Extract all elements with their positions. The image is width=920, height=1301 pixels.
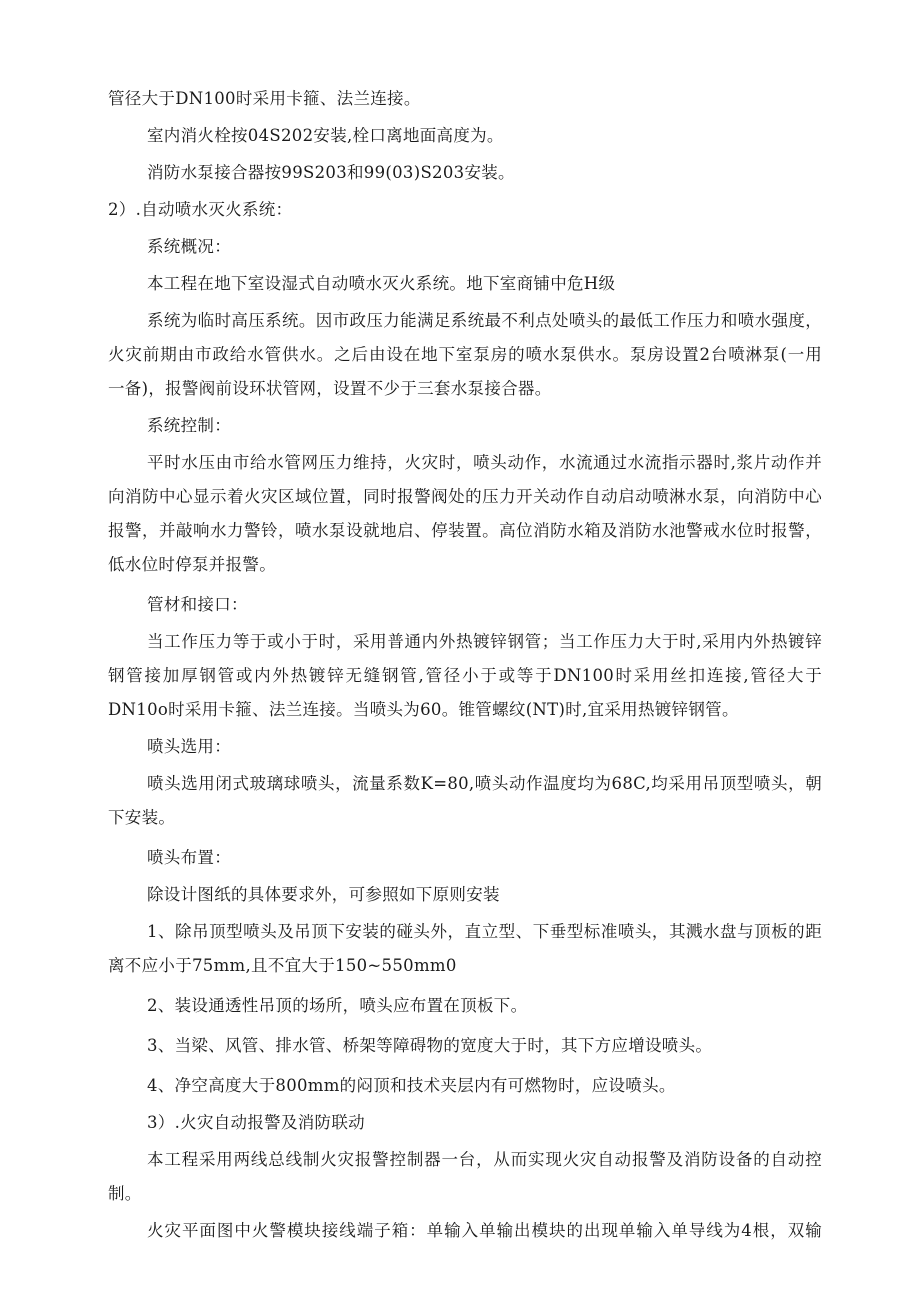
text-line: 平时水压由市给水管网压力维持，火灾时，喷头动作，水流通过水流指示器时,浆片动作并 bbox=[147, 453, 822, 472]
text-line: 制。 bbox=[108, 1184, 142, 1203]
text-line: 离不应小于75mm,且不宜大于150~550mm0 bbox=[108, 956, 457, 975]
text-line: 本工程在地下室设湿式自动喷水灭火系统。地下室商铺中危H级 bbox=[147, 274, 616, 293]
text-line: 报警，并敲响水力警铃，喷水泵设就地启、停装置。高位消防水箱及消防水池警戒水位时报警， bbox=[108, 521, 822, 540]
text-line: 除设计图纸的具体要求外，可参照如下原则安装 bbox=[147, 885, 500, 904]
subsection-heading: 喷头选用： bbox=[147, 737, 231, 756]
text-line: 低水位时停泵并报警。 bbox=[108, 555, 276, 574]
text-line: 消防水泵接合器按99S203和99(03)S203安装。 bbox=[147, 163, 515, 182]
text-line: 向消防中心显示着火灾区域位置，同时报警阀处的压力开关动作自动启动喷淋水泵，向消防中心 bbox=[108, 487, 822, 506]
text-line: 本工程采用两线总线制火灾报警控制器一台，从而实现火灾自动报警及消防设备的自动控 bbox=[147, 1150, 822, 1169]
section-heading: 2）.自动喷水灭火系统： bbox=[108, 200, 293, 219]
text-line: DN10o时采用卡箍、法兰连接。当喷头为60。锥管螺纹(NT)时,宜采用热镀锌钢管。 bbox=[108, 700, 739, 719]
text-line: 钢管接加厚钢管或内外热镀锌无缝钢管,管径小于或等于DN100时采用丝扣连接,管径大于 bbox=[108, 666, 822, 685]
text-line: 管径大于DN100时采用卡箍、法兰连接。 bbox=[108, 89, 421, 108]
subsection-heading: 喷头布置： bbox=[147, 848, 231, 867]
list-item: 4、净空高度大于800mm的闷顶和技术夹层内有可燃物时，应设喷头。 bbox=[147, 1076, 676, 1095]
section-heading: 3）.火灾自动报警及消防联动 bbox=[147, 1113, 365, 1132]
text-line: 一备)，报警阀前设环状管网，设置不少于三套水泵接合器。 bbox=[108, 379, 552, 398]
text-line: 当工作压力等于或小于时，采用普通内外热镀锌钢管；当工作压力大于时,采用内外热镀锌 bbox=[147, 632, 822, 651]
text-line: 室内消火栓按04S202安装,栓口离地面高度为。 bbox=[147, 126, 504, 145]
list-item: 1、除吊顶型喷头及吊顶下安装的碰头外，直立型、下垂型标准喷头，其溅水盘与顶板的距 bbox=[147, 922, 822, 941]
text-line: 火灾前期由市政给水管供水。之后由设在地下室泵房的喷水泵供水。泵房设置2台喷淋泵(一用 bbox=[108, 345, 822, 364]
list-item: 2、装设通透性吊顶的场所，喷头应布置在顶板下。 bbox=[147, 996, 528, 1015]
subsection-heading: 管材和接口： bbox=[147, 595, 248, 614]
list-item: 3、当梁、风管、排水管、桥架等障碍物的宽度大于时，其下方应增设喷头。 bbox=[147, 1036, 713, 1055]
text-line: 系统为临时高压系统。因市政压力能满足系统最不利点处喷头的最低工作压力和喷水强度， bbox=[147, 311, 822, 330]
text-line: 下安装。 bbox=[108, 808, 176, 827]
text-line: 火灾平面图中火警模块接线端子箱：单输入单输出模块的出现单输入单导线为4根，双输 bbox=[147, 1221, 822, 1240]
text-line: 喷头选用闭式玻璃球喷头，流量系数K=80,喷头动作温度均为68C,均采用吊顶型喷头，朝 bbox=[147, 774, 822, 793]
subsection-heading: 系统概况： bbox=[147, 237, 231, 256]
subsection-heading: 系统控制： bbox=[147, 416, 231, 435]
